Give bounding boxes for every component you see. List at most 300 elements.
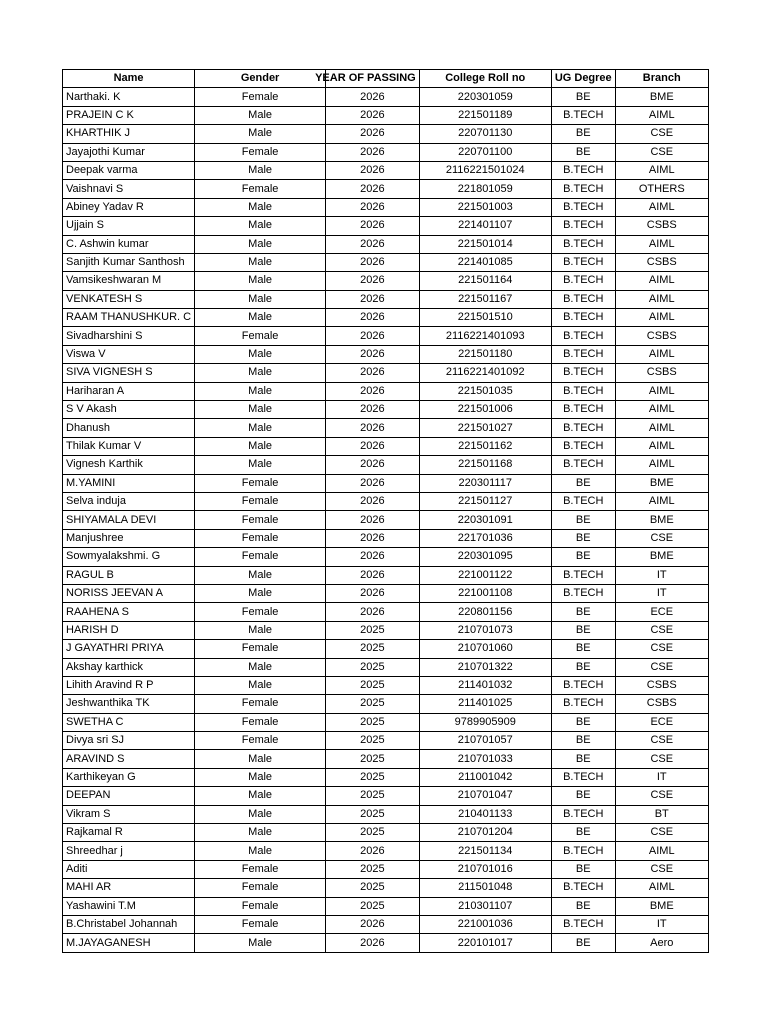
cell-gender: Male: [195, 768, 326, 786]
cell-roll-no: 210701057: [419, 732, 551, 750]
cell-gender: Male: [195, 566, 326, 584]
cell-gender: Female: [195, 327, 326, 345]
cell-branch: BME: [615, 548, 708, 566]
cell-name: ARAVIND S: [63, 750, 195, 768]
table-row: [63, 401, 709, 419]
table-row: [63, 879, 709, 897]
cell-roll-no: 221501180: [419, 345, 551, 363]
cell-year: 2026: [326, 143, 420, 161]
cell-name: Lihith Aravind R P: [63, 676, 195, 694]
cell-ug-degree: B.TECH: [551, 364, 615, 382]
cell-branch: OTHERS: [615, 180, 708, 198]
cell-ug-degree: B.TECH: [551, 290, 615, 308]
cell-gender: Male: [195, 934, 326, 952]
cell-branch: AIML: [615, 382, 708, 400]
table-row: [63, 180, 709, 198]
cell-year: 2026: [326, 474, 420, 492]
cell-name: DEEPAN: [63, 787, 195, 805]
header-ug-degree: UG Degree: [551, 70, 615, 88]
cell-name: Ujjain S: [63, 217, 195, 235]
cell-ug-degree: BE: [551, 548, 615, 566]
cell-ug-degree: B.TECH: [551, 401, 615, 419]
table-row: [63, 768, 709, 786]
table-row: [63, 640, 709, 658]
cell-branch: AIML: [615, 272, 708, 290]
cell-year: 2025: [326, 805, 420, 823]
table-row: [63, 529, 709, 547]
table-row: [63, 161, 709, 179]
cell-year: 2025: [326, 897, 420, 915]
cell-roll-no: 221501035: [419, 382, 551, 400]
cell-gender: Male: [195, 401, 326, 419]
cell-gender: Male: [195, 787, 326, 805]
cell-ug-degree: BE: [551, 125, 615, 143]
cell-name: Sivadharshini S: [63, 327, 195, 345]
cell-branch: CSBS: [615, 364, 708, 382]
header-year-of-passing: [315, 70, 420, 88]
cell-branch: CSE: [615, 787, 708, 805]
cell-name: RAGUL B: [63, 566, 195, 584]
table-row: [63, 143, 709, 161]
cell-gender: Male: [195, 253, 326, 271]
cell-ug-degree: B.TECH: [551, 456, 615, 474]
student-table: [62, 69, 709, 953]
cell-gender: Male: [195, 842, 326, 860]
cell-branch: AIML: [615, 235, 708, 253]
table-row: [63, 732, 709, 750]
cell-gender: Male: [195, 106, 326, 124]
cell-name: Thilak Kumar V: [63, 437, 195, 455]
cell-gender: Female: [195, 860, 326, 878]
cell-roll-no: 220301059: [419, 88, 551, 106]
cell-ug-degree: BE: [551, 143, 615, 161]
header-gender: Gender: [195, 70, 326, 88]
cell-branch: BME: [615, 474, 708, 492]
cell-year: 2026: [326, 934, 420, 952]
cell-year: 2026: [326, 529, 420, 547]
cell-name: KHARTHIK J: [63, 125, 195, 143]
cell-name: J GAYATHRI PRIYA: [63, 640, 195, 658]
cell-branch: ECE: [615, 713, 708, 731]
cell-name: Selva induja: [63, 492, 195, 510]
header-row: [63, 70, 709, 88]
cell-gender: Male: [195, 161, 326, 179]
cell-gender: Male: [195, 658, 326, 676]
cell-gender: Male: [195, 621, 326, 639]
cell-year: 2025: [326, 695, 420, 713]
table-row: [63, 695, 709, 713]
cell-year: 2026: [326, 456, 420, 474]
cell-roll-no: 210701204: [419, 824, 551, 842]
table-row: [63, 253, 709, 271]
table-row: [63, 934, 709, 952]
cell-year: 2026: [326, 603, 420, 621]
cell-gender: Female: [195, 548, 326, 566]
cell-year: 2026: [326, 437, 420, 455]
cell-gender: Male: [195, 419, 326, 437]
cell-gender: Male: [195, 125, 326, 143]
cell-name: Jayajothi Kumar: [63, 143, 195, 161]
cell-gender: Male: [195, 217, 326, 235]
cell-gender: Male: [195, 824, 326, 842]
cell-roll-no: 221001108: [419, 584, 551, 602]
cell-name: Vignesh Karthik: [63, 456, 195, 474]
cell-gender: Female: [195, 695, 326, 713]
cell-gender: Female: [195, 492, 326, 510]
table-row: [63, 474, 709, 492]
cell-branch: AIML: [615, 106, 708, 124]
cell-name: Jeshwanthika TK: [63, 695, 195, 713]
cell-roll-no: 2116221501024: [419, 161, 551, 179]
cell-ug-degree: B.TECH: [551, 180, 615, 198]
cell-name: Sanjith Kumar Santhosh: [63, 253, 195, 271]
cell-year: 2025: [326, 860, 420, 878]
table-row: [63, 860, 709, 878]
table-row: [63, 511, 709, 529]
cell-ug-degree: BE: [551, 897, 615, 915]
cell-year: 2025: [326, 658, 420, 676]
cell-name: NORISS JEEVAN A: [63, 584, 195, 602]
cell-name: Yashawini T.M: [63, 897, 195, 915]
table-row: [63, 897, 709, 915]
cell-branch: AIML: [615, 345, 708, 363]
table-row: [63, 382, 709, 400]
cell-year: 2025: [326, 787, 420, 805]
cell-ug-degree: B.TECH: [551, 382, 615, 400]
cell-year: 2025: [326, 713, 420, 731]
cell-roll-no: 210301107: [419, 897, 551, 915]
cell-branch: CSE: [615, 143, 708, 161]
cell-name: Karthikeyan G: [63, 768, 195, 786]
table-row: [63, 621, 709, 639]
cell-ug-degree: B.TECH: [551, 327, 615, 345]
cell-branch: BME: [615, 897, 708, 915]
table-row: [63, 492, 709, 510]
cell-name: Aditi: [63, 860, 195, 878]
cell-branch: CSBS: [615, 676, 708, 694]
cell-branch: CSE: [615, 529, 708, 547]
cell-gender: Male: [195, 364, 326, 382]
cell-roll-no: 221501510: [419, 309, 551, 327]
table-row: [63, 456, 709, 474]
table-row: [63, 787, 709, 805]
cell-ug-degree: BE: [551, 88, 615, 106]
cell-gender: Male: [195, 345, 326, 363]
cell-name: Shreedhar j: [63, 842, 195, 860]
cell-year: 2026: [326, 584, 420, 602]
cell-branch: CSBS: [615, 327, 708, 345]
cell-year: 2026: [326, 217, 420, 235]
cell-ug-degree: BE: [551, 824, 615, 842]
cell-gender: Male: [195, 456, 326, 474]
cell-branch: AIML: [615, 401, 708, 419]
cell-ug-degree: B.TECH: [551, 419, 615, 437]
cell-roll-no: 221701036: [419, 529, 551, 547]
cell-branch: CSE: [615, 860, 708, 878]
cell-gender: Male: [195, 437, 326, 455]
cell-roll-no: 221501127: [419, 492, 551, 510]
table-row: [63, 603, 709, 621]
cell-gender: Male: [195, 272, 326, 290]
cell-ug-degree: BE: [551, 511, 615, 529]
cell-name: Rajkamal R: [63, 824, 195, 842]
cell-branch: CSE: [615, 640, 708, 658]
cell-gender: Female: [195, 879, 326, 897]
cell-gender: Male: [195, 235, 326, 253]
cell-year: 2026: [326, 290, 420, 308]
table-row: [63, 750, 709, 768]
cell-ug-degree: B.TECH: [551, 768, 615, 786]
cell-gender: Female: [195, 88, 326, 106]
cell-roll-no: 220301117: [419, 474, 551, 492]
cell-branch: BME: [615, 88, 708, 106]
cell-roll-no: 221501189: [419, 106, 551, 124]
cell-gender: Female: [195, 640, 326, 658]
cell-name: SHIYAMALA DEVI: [63, 511, 195, 529]
header-branch: Branch: [615, 70, 708, 88]
cell-roll-no: 221801059: [419, 180, 551, 198]
cell-gender: Male: [195, 309, 326, 327]
table-row: [63, 125, 709, 143]
cell-year: 2025: [326, 750, 420, 768]
table-row: [63, 327, 709, 345]
cell-year: 2025: [326, 824, 420, 842]
cell-name: S V Akash: [63, 401, 195, 419]
cell-branch: CSBS: [615, 695, 708, 713]
cell-year: 2026: [326, 253, 420, 271]
cell-name: M.JAYAGANESH: [63, 934, 195, 952]
cell-name: SIVA VIGNESH S: [63, 364, 195, 382]
cell-year: 2026: [326, 161, 420, 179]
cell-branch: IT: [615, 566, 708, 584]
cell-branch: CSE: [615, 824, 708, 842]
cell-name: Viswa V: [63, 345, 195, 363]
cell-gender: Female: [195, 713, 326, 731]
cell-year: 2026: [326, 548, 420, 566]
cell-gender: Female: [195, 180, 326, 198]
cell-branch: CSE: [615, 621, 708, 639]
header-year-text: YEAR OF PASSING: [315, 72, 416, 85]
cell-year: 2026: [326, 180, 420, 198]
cell-ug-degree: BE: [551, 474, 615, 492]
cell-branch: CSBS: [615, 217, 708, 235]
cell-branch: AIML: [615, 879, 708, 897]
cell-name: Akshay karthick: [63, 658, 195, 676]
cell-year: 2026: [326, 566, 420, 584]
cell-gender: Female: [195, 529, 326, 547]
cell-ug-degree: B.TECH: [551, 915, 615, 933]
table-row: [63, 805, 709, 823]
cell-roll-no: 221401107: [419, 217, 551, 235]
table-row: [63, 235, 709, 253]
cell-year: 2026: [326, 327, 420, 345]
cell-name: Hariharan A: [63, 382, 195, 400]
cell-name: Vikram S: [63, 805, 195, 823]
cell-ug-degree: BE: [551, 713, 615, 731]
header-college-roll-no: College Roll no: [419, 70, 551, 88]
cell-gender: Male: [195, 805, 326, 823]
cell-year: 2026: [326, 492, 420, 510]
cell-roll-no: 211001042: [419, 768, 551, 786]
table-row: [63, 290, 709, 308]
table-row: [63, 419, 709, 437]
cell-roll-no: 221501134: [419, 842, 551, 860]
cell-roll-no: 221501164: [419, 272, 551, 290]
cell-ug-degree: B.TECH: [551, 566, 615, 584]
cell-name: Divya sri SJ: [63, 732, 195, 750]
cell-branch: AIML: [615, 198, 708, 216]
cell-name: C. Ashwin kumar: [63, 235, 195, 253]
cell-branch: AIML: [615, 161, 708, 179]
cell-ug-degree: B.TECH: [551, 272, 615, 290]
cell-year: 2026: [326, 364, 420, 382]
cell-branch: AIML: [615, 492, 708, 510]
cell-ug-degree: B.TECH: [551, 879, 615, 897]
cell-name: B.Christabel Johannah: [63, 915, 195, 933]
cell-ug-degree: B.TECH: [551, 161, 615, 179]
cell-roll-no: 221001036: [419, 915, 551, 933]
cell-branch: CSE: [615, 658, 708, 676]
cell-gender: Male: [195, 290, 326, 308]
cell-year: 2026: [326, 511, 420, 529]
cell-ug-degree: B.TECH: [551, 492, 615, 510]
cell-branch: AIML: [615, 309, 708, 327]
cell-name: Manjushree: [63, 529, 195, 547]
cell-year: 2026: [326, 235, 420, 253]
cell-branch: CSBS: [615, 253, 708, 271]
cell-name: Vaishnavi S: [63, 180, 195, 198]
cell-gender: Female: [195, 732, 326, 750]
table-row: [63, 437, 709, 455]
cell-name: Narthaki. K: [63, 88, 195, 106]
cell-roll-no: 210401133: [419, 805, 551, 823]
cell-roll-no: 221501168: [419, 456, 551, 474]
table-row: [63, 364, 709, 382]
cell-roll-no: 211401025: [419, 695, 551, 713]
cell-roll-no: 221501003: [419, 198, 551, 216]
cell-ug-degree: BE: [551, 658, 615, 676]
table-row: [63, 88, 709, 106]
cell-roll-no: 210701016: [419, 860, 551, 878]
cell-roll-no: 9789905909: [419, 713, 551, 731]
cell-branch: ECE: [615, 603, 708, 621]
cell-year: 2025: [326, 676, 420, 694]
cell-ug-degree: BE: [551, 750, 615, 768]
cell-year: 2025: [326, 732, 420, 750]
cell-ug-degree: B.TECH: [551, 106, 615, 124]
cell-roll-no: 210701033: [419, 750, 551, 768]
table-row: [63, 217, 709, 235]
cell-roll-no: 220301095: [419, 548, 551, 566]
cell-roll-no: 211501048: [419, 879, 551, 897]
cell-ug-degree: BE: [551, 732, 615, 750]
cell-roll-no: 2116221401093: [419, 327, 551, 345]
table-row: [63, 345, 709, 363]
cell-ug-degree: B.TECH: [551, 805, 615, 823]
cell-branch: CSE: [615, 750, 708, 768]
cell-roll-no: 220101017: [419, 934, 551, 952]
table-row: [63, 915, 709, 933]
cell-year: 2025: [326, 768, 420, 786]
cell-year: 2025: [326, 621, 420, 639]
table-row: [63, 272, 709, 290]
cell-name: PRAJEIN C K: [63, 106, 195, 124]
cell-branch: Aero: [615, 934, 708, 952]
cell-roll-no: 210701322: [419, 658, 551, 676]
cell-branch: AIML: [615, 419, 708, 437]
cell-ug-degree: BE: [551, 529, 615, 547]
cell-roll-no: 211401032: [419, 676, 551, 694]
cell-ug-degree: BE: [551, 603, 615, 621]
cell-name: Deepak varma: [63, 161, 195, 179]
cell-gender: Male: [195, 198, 326, 216]
cell-ug-degree: BE: [551, 787, 615, 805]
table-row: [63, 548, 709, 566]
cell-year: 2026: [326, 309, 420, 327]
cell-branch: IT: [615, 768, 708, 786]
cell-ug-degree: BE: [551, 860, 615, 878]
cell-ug-degree: B.TECH: [551, 253, 615, 271]
table-row: [63, 658, 709, 676]
cell-year: 2025: [326, 879, 420, 897]
cell-branch: BME: [615, 511, 708, 529]
cell-roll-no: 221501006: [419, 401, 551, 419]
cell-name: RAAHENA S: [63, 603, 195, 621]
cell-ug-degree: B.TECH: [551, 842, 615, 860]
cell-name: Abiney Yadav R: [63, 198, 195, 216]
cell-year: 2026: [326, 125, 420, 143]
cell-year: 2026: [326, 345, 420, 363]
cell-name: HARISH D: [63, 621, 195, 639]
cell-gender: Male: [195, 382, 326, 400]
cell-branch: CSE: [615, 125, 708, 143]
cell-gender: Female: [195, 915, 326, 933]
cell-gender: Male: [195, 584, 326, 602]
cell-gender: Female: [195, 511, 326, 529]
cell-year: 2026: [326, 88, 420, 106]
cell-roll-no: 220301091: [419, 511, 551, 529]
cell-year: 2026: [326, 198, 420, 216]
cell-roll-no: 220801156: [419, 603, 551, 621]
cell-year: 2026: [326, 842, 420, 860]
cell-ug-degree: BE: [551, 621, 615, 639]
cell-roll-no: 220701100: [419, 143, 551, 161]
cell-ug-degree: B.TECH: [551, 217, 615, 235]
cell-branch: CSE: [615, 732, 708, 750]
cell-year: 2026: [326, 419, 420, 437]
table-row: [63, 842, 709, 860]
cell-ug-degree: B.TECH: [551, 584, 615, 602]
cell-gender: Female: [195, 897, 326, 915]
cell-ug-degree: B.TECH: [551, 437, 615, 455]
cell-branch: AIML: [615, 842, 708, 860]
cell-year: 2026: [326, 272, 420, 290]
cell-branch: AIML: [615, 437, 708, 455]
cell-roll-no: 221001122: [419, 566, 551, 584]
cell-ug-degree: B.TECH: [551, 345, 615, 363]
cell-year: 2026: [326, 382, 420, 400]
cell-roll-no: 221501167: [419, 290, 551, 308]
cell-year: 2026: [326, 401, 420, 419]
cell-name: SWETHA C: [63, 713, 195, 731]
table-row: [63, 713, 709, 731]
cell-roll-no: 210701047: [419, 787, 551, 805]
cell-ug-degree: B.TECH: [551, 676, 615, 694]
header-name: Name: [63, 70, 195, 88]
table-row: [63, 106, 709, 124]
cell-name: RAAM THANUSHKUR. C: [63, 309, 195, 327]
cell-roll-no: 221501162: [419, 437, 551, 455]
